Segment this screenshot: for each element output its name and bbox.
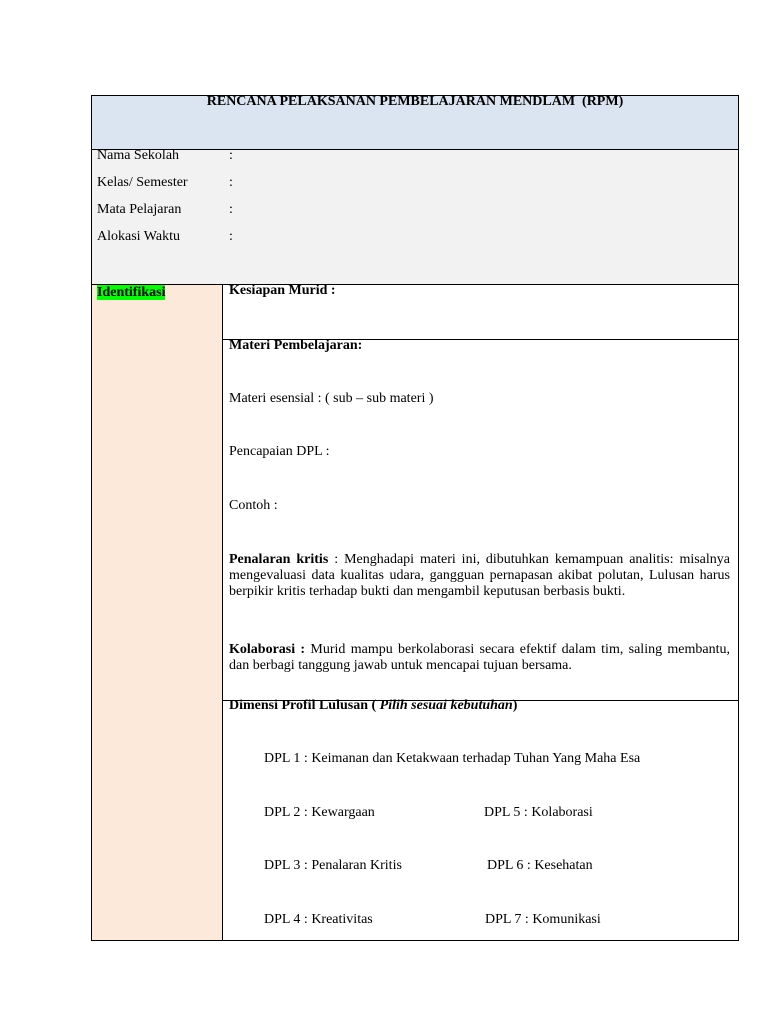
dpl-item-3: DPL 3 : Penalaran Kritis (264, 858, 402, 873)
dpl-item-5: DPL 5 : Kolaborasi (484, 805, 593, 820)
dimensi-profil-heading-close: ) (512, 698, 518, 713)
penalaran-kritis-term: Penalaran kritis (229, 552, 329, 567)
dpl-item-4: DPL 4 : Kreativitas (264, 912, 373, 927)
field-separator-alokasi-waktu: : (229, 229, 233, 244)
title-row (92, 96, 738, 150)
materi-pembelajaran-cell (223, 340, 738, 701)
kesiapan-murid-cell (223, 285, 738, 340)
field-label-alokasi-waktu: Alokasi Waktu (97, 229, 180, 244)
dpl-item-7: DPL 7 : Komunikasi (485, 912, 601, 927)
dimensi-profil-heading (229, 698, 517, 714)
field-alokasi-waktu (92, 229, 738, 245)
materi-pembelajaran-heading: Materi Pembelajaran: (229, 338, 363, 353)
dpl-item-2: DPL 2 : Kewargaan (264, 805, 375, 820)
field-label-mata-pelajaran: Mata Pelajaran (97, 202, 182, 217)
penalaran-kritis-separator: : (328, 552, 345, 567)
section-label-wrap (97, 285, 165, 301)
section-content-cell (223, 285, 738, 940)
section-label-cell (92, 285, 223, 940)
kolaborasi-term: Kolaborasi : (229, 642, 306, 657)
pencapaian-dpl-line: Pencapaian DPL : (229, 444, 330, 459)
dpl-item-1: DPL 1 : Keimanan dan Ketakwaan terhadap Tuhan Yang Maha Esa (264, 751, 641, 766)
dimensi-profil-lulusan-cell (223, 698, 738, 940)
field-mata-pelajaran (92, 202, 738, 218)
identity-block (92, 150, 738, 285)
dpl-item-6: DPL 6 : Kesehatan (487, 858, 593, 873)
field-kelas-semester (92, 175, 738, 191)
field-separator-kelas-semester: : (229, 175, 233, 190)
penalaran-kritis-paragraph (229, 552, 730, 600)
field-separator-nama-sekolah: : (229, 148, 233, 163)
kesiapan-murid-heading: Kesiapan Murid : (229, 283, 336, 298)
field-label-kelas-semester: Kelas/ Semester (97, 175, 188, 190)
materi-esensial-line: Materi esensial : ( sub – sub materi ) (229, 391, 434, 406)
penalaran-kritis-text: Menghadapi materi ini, dibutuhkan kemampuan analitis: misalnya mengevaluasi data kualitas udara, gangguan pernapasan akibat polutan, Lulusan harus berpikir kritis terhadap bukti dan mengambil keputusan berbasis bukti. (229, 552, 730, 599)
kolaborasi-text: Murid mampu berkolaborasi secara efektif dalam tim, saling membantu, dan berbagi tanggung jawab untuk mencapai tujuan bersama. (229, 642, 730, 673)
rpm-table (91, 95, 739, 941)
identifikasi-block (92, 285, 738, 940)
field-separator-mata-pelajaran: : (229, 202, 233, 217)
contoh-line: Contoh : (229, 498, 278, 513)
document-title: RENCANA PELAKSANAN PEMBELAJARAN MENDLAM (RPM) (206, 94, 624, 109)
dimensi-profil-heading-note: Pilih sesuai kebutuhan (379, 698, 513, 713)
section-label-identifikasi: Identifikasi (97, 285, 166, 300)
dimensi-profil-heading-text: Dimensi Profil Lulusan ( (229, 698, 380, 713)
field-label-nama-sekolah: Nama Sekolah (97, 148, 180, 163)
field-nama-sekolah (92, 148, 738, 164)
kolaborasi-paragraph (229, 642, 730, 674)
